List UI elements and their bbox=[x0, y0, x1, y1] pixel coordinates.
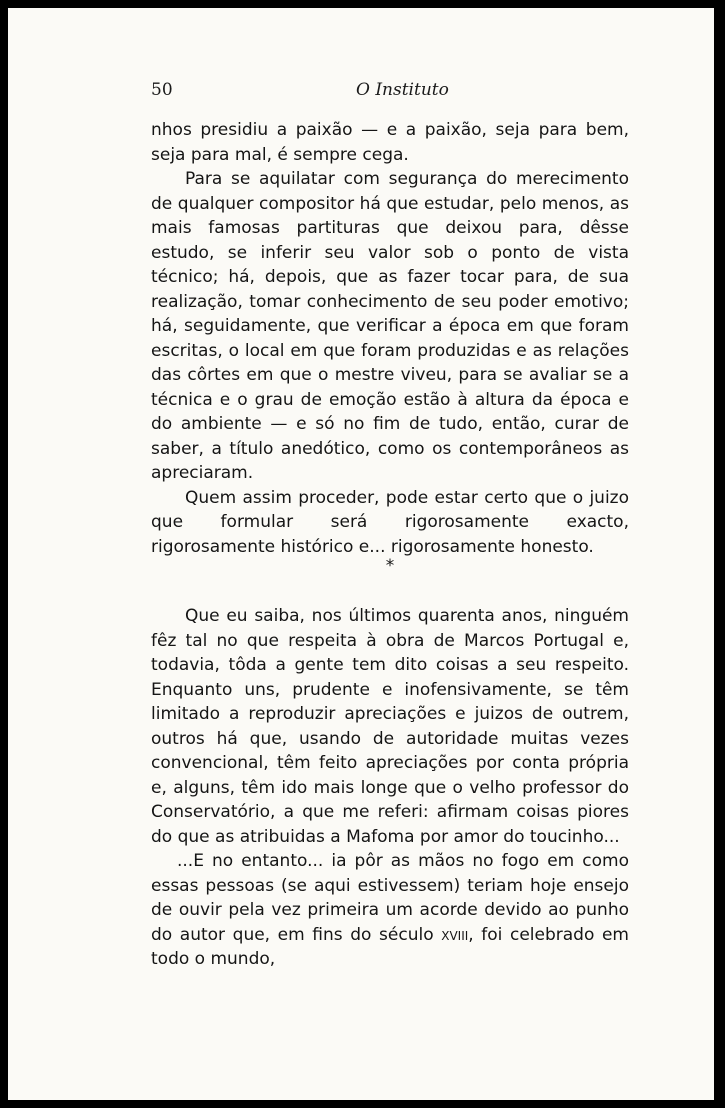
paragraph: Para se aquilatar com segurança do merecimento de qualquer compositor há que estudar, pelo menos, as mais famosas partituras que deixou para, dêsse estudo, se inferir seu valor sob o ponto de vista técnico; há, depois, que as fazer tocar para, de sua realização, tomar conhecimento de seu poder emotivo; há, seguidamente, que verificar a época em que foram escritas, o local em que foram produzidas e as relações das côrtes em que o mestre viveu, para se avaliar se a técnica e o grau de emoção estão à altura da época e do ambiente — e só no fim de tudo, então, curar de saber, a título anedótico, como os contemporâneos as apreciaram. bbox=[151, 169, 629, 483]
page-number: 50 bbox=[151, 80, 173, 100]
paragraph: Que eu saiba, nos últimos quarenta anos, ninguém fêz tal no que respeita à obra de Marcos Portugal e, todavia, tôda a gente tem dito coisas a seu respeito. Enquanto uns, prudente e inofensivamente, se têm limitado a reproduzir apreciações e juizos de outrem, outros há que, usando de autoridade muitas vezes convencional, têm feito apreciações por conta própria e, alguns, têm ido mais longe que o velho professor do Conservatório, a que me referi: afirmam coisas piores do que as atribuidas a Mafoma por amor do toucinho... bbox=[151, 606, 629, 847]
body-text-section-1 bbox=[151, 118, 629, 559]
century-numeral: xviii bbox=[441, 924, 469, 945]
paragraph: nhos presidiu a paixão — e a paixão, seja para bem, seja para mal, é sempre cega. bbox=[151, 120, 629, 165]
paragraph: Quem assim proceder, pode estar certo que o juizo que formular será rigorosamente exacto, rigorosamente histórico e... rigorosamente honesto. bbox=[151, 487, 629, 557]
body-text-section-2 bbox=[151, 604, 629, 972]
paragraph-text: ...E no entanto... ia pôr as mãos no fogo em como essas pessoas (se aqui estivessem) teriam hoje ensejo de ouvir pela vez primeira um acorde devido ao punho do autor que, em fins do século bbox=[151, 851, 629, 945]
paragraph-text: , foi celebrado em todo o mundo, bbox=[151, 924, 629, 969]
running-title: O Instituto bbox=[356, 80, 449, 100]
document-page bbox=[8, 8, 714, 1100]
section-separator: * bbox=[385, 556, 395, 576]
paragraph bbox=[151, 849, 629, 972]
page-header bbox=[151, 80, 631, 110]
